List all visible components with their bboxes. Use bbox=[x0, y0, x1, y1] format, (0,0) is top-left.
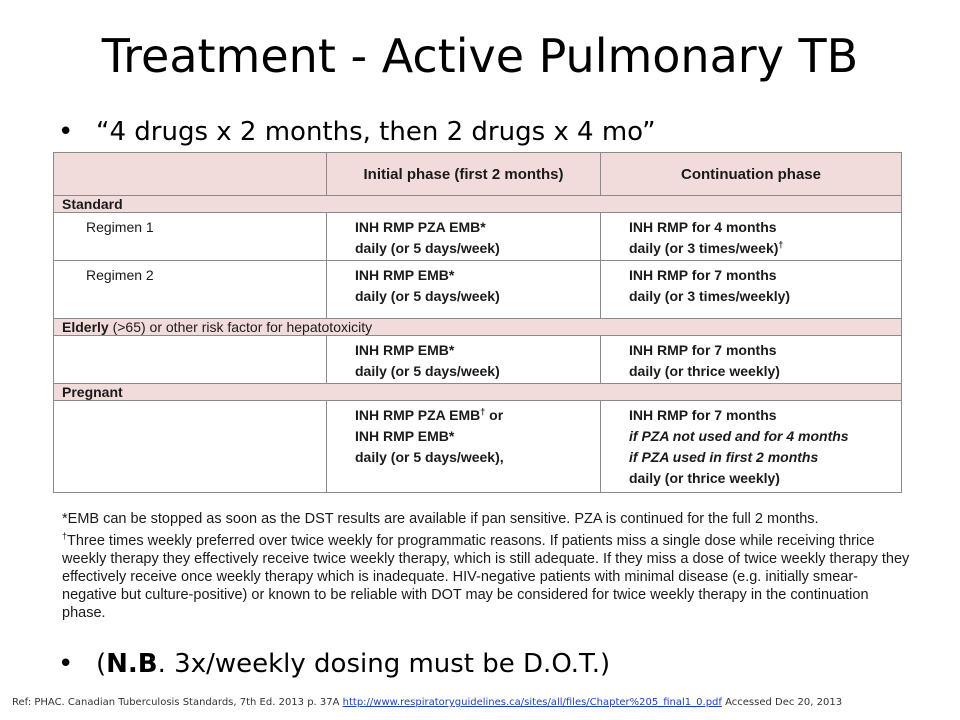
row-label-blank bbox=[54, 336, 327, 384]
bullet-text-pre: ( bbox=[96, 649, 107, 679]
bullet-text bbox=[96, 648, 610, 680]
reference-text: Ref: PHAC. Canadian Tuberculosis Standards, 7th Ed. 2013 p. 37A bbox=[12, 697, 343, 708]
cell-line: daily (or 5 days/week) bbox=[355, 240, 500, 256]
slide-title: Treatment - Active Pulmonary TB bbox=[101, 29, 859, 83]
cell-line: INH RMP for 7 months bbox=[629, 407, 777, 423]
cell-line: INH RMP for 7 months bbox=[629, 342, 777, 358]
footnote-thrice-weekly bbox=[62, 532, 912, 622]
dagger-mark: † bbox=[480, 406, 486, 417]
footnote-emb: *EMB can be stopped as soon as the DST results are available if pan sensitive. PZA is continued for the full 2 months. bbox=[62, 511, 819, 527]
cell-line: INH RMP for 7 months bbox=[629, 267, 777, 283]
section-label-elderly bbox=[54, 319, 902, 336]
section-row-standard bbox=[54, 196, 902, 213]
pregnant-initial bbox=[327, 401, 601, 493]
bullet-dot: • bbox=[58, 117, 74, 147]
cell-line: daily (or thrice weekly) bbox=[629, 363, 780, 379]
reference-citation bbox=[12, 696, 948, 710]
cell-line: daily (or 3 times/weekly) bbox=[629, 288, 791, 304]
dagger-mark: † bbox=[778, 239, 784, 250]
section-label-pregnant: Pregnant bbox=[54, 384, 902, 401]
regimen1-continuation bbox=[601, 213, 902, 261]
bullet-text-post: . 3x/weekly dosing must be D.O.T.) bbox=[157, 649, 611, 679]
section-label-bold: Elderly bbox=[62, 319, 109, 335]
elderly-initial bbox=[327, 336, 601, 384]
cell-line: INH RMP EMB* bbox=[355, 267, 455, 283]
elderly-continuation bbox=[601, 336, 902, 384]
table-header-row bbox=[54, 153, 902, 196]
cell-line: INH RMP EMB* bbox=[355, 428, 455, 444]
cell-line: INH RMP for 4 months bbox=[629, 219, 777, 235]
cell-line: if PZA not used and for 4 months bbox=[629, 428, 849, 444]
regimen1-initial bbox=[327, 213, 601, 261]
cell-line: daily (or 5 days/week) bbox=[355, 363, 500, 379]
pregnant-continuation bbox=[601, 401, 902, 493]
dagger-mark: † bbox=[62, 531, 68, 542]
table-row bbox=[54, 261, 902, 319]
cell-line: INH RMP PZA EMB* bbox=[355, 219, 486, 235]
bullet-dot: • bbox=[58, 649, 74, 679]
cell-line: daily (or thrice weekly) bbox=[629, 470, 780, 486]
header-blank bbox=[54, 153, 327, 196]
table-row bbox=[54, 401, 902, 493]
cell-text: INH RMP PZA EMB bbox=[355, 407, 481, 423]
footnote-text: Three times weekly preferred over twice weekly for programmatic reasons. If patients miss a single dose while receiving thrice weekly therapy they effectively receive twice weekly therapy, which is still adequate. If they miss a dose of twice weekly therapy they effectively receive once weekly therapy which is inadequate. HIV-negative patients with minimal disease (e.g. initially smear-negative but culture-positive) or known to be reliable with DOT may be considered for twice weekly therapy in the continuation phase. bbox=[62, 533, 910, 621]
header-continuation-phase: Continuation phase bbox=[601, 153, 902, 196]
header-initial-phase: Initial phase (first 2 months) bbox=[327, 153, 601, 196]
section-label-detail: (>65) or other risk factor for hepatotoxicity bbox=[108, 319, 373, 335]
cell-text: daily (or 3 times/week) bbox=[629, 240, 779, 256]
row-label-blank bbox=[54, 401, 327, 493]
treatment-table bbox=[53, 152, 902, 493]
row-label-regimen2: Regimen 2 bbox=[54, 261, 327, 319]
cell-line bbox=[629, 238, 901, 259]
cell-line bbox=[355, 405, 600, 426]
row-label-regimen1: Regimen 1 bbox=[54, 213, 327, 261]
section-label-standard: Standard bbox=[54, 196, 902, 213]
reference-accessed: Accessed Dec 20, 2013 bbox=[721, 697, 843, 708]
regimen2-initial bbox=[327, 261, 601, 319]
cell-line: INH RMP EMB* bbox=[355, 342, 455, 358]
bullet-text-bold: N.B bbox=[106, 649, 158, 679]
cell-line: daily (or 5 days/week) bbox=[355, 288, 500, 304]
section-row-pregnant bbox=[54, 384, 902, 401]
cell-line: daily (or 5 days/week), bbox=[355, 449, 504, 465]
reference-link[interactable]: http://www.respiratoryguidelines.ca/sites/all/files/Chapter%205_final1_0.pdf bbox=[342, 697, 722, 708]
cell-line: if PZA used in first 2 months bbox=[629, 449, 819, 465]
table-row bbox=[54, 213, 902, 261]
section-row-elderly bbox=[54, 319, 902, 336]
cell-text: or bbox=[485, 407, 504, 423]
regimen2-continuation bbox=[601, 261, 902, 319]
bullet-text: “4 drugs x 2 months, then 2 drugs x 4 mo” bbox=[96, 117, 656, 147]
table-footnotes bbox=[62, 510, 912, 626]
table-row bbox=[54, 336, 902, 384]
